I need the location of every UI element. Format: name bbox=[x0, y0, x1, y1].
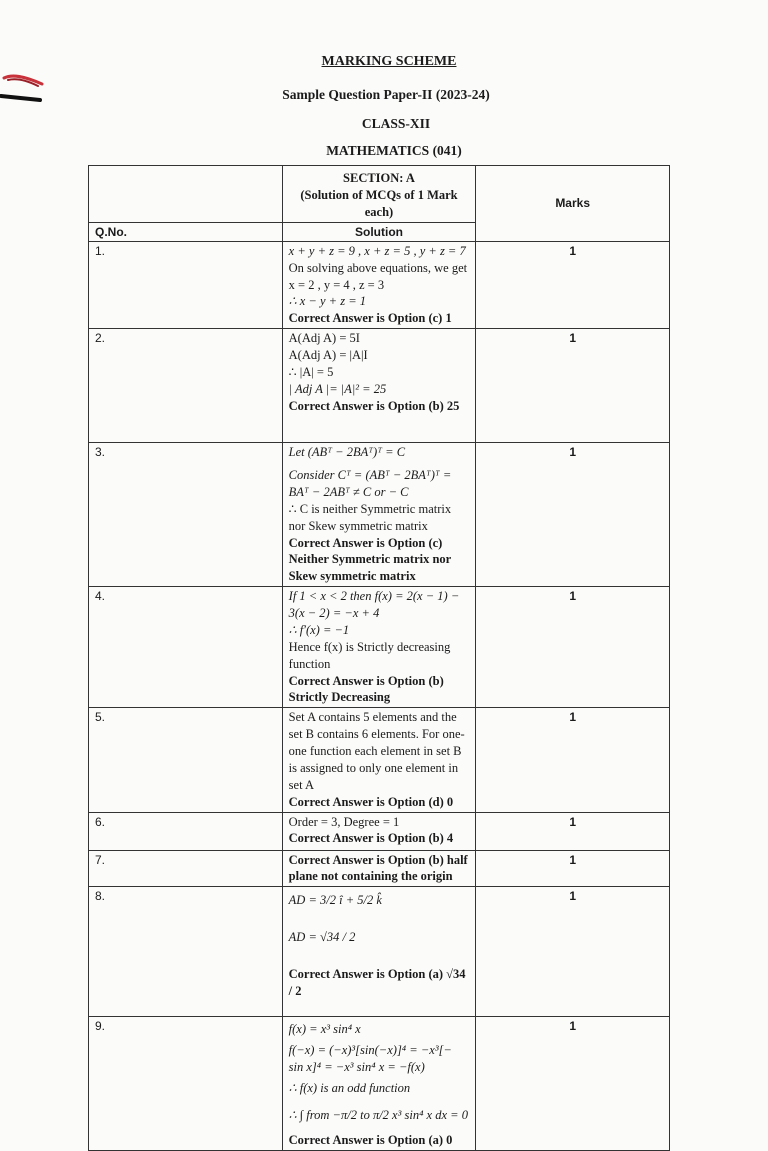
answer-2: Correct Answer is Option (b) 25 bbox=[288, 398, 460, 413]
subject-title: MATHEMATICS (041) bbox=[326, 143, 462, 158]
qno-5: 5. bbox=[89, 708, 283, 812]
solution-8: AD = 3/2 î + 5/2 k̂ AD = √34 / 2 Correct Answer is Option (a) √34 / 2 bbox=[282, 887, 476, 1017]
qno-8: 8. bbox=[89, 887, 283, 1017]
answer-3: Correct Answer is Option (c) Neither Symmetric matrix nor Skew symmetric matrix bbox=[288, 535, 451, 584]
marking-table bbox=[88, 165, 670, 1151]
question-row-6 bbox=[89, 812, 670, 850]
qno-7: 7. bbox=[89, 850, 283, 887]
section-heading: SECTION: A (Solution of MCQs of 1 Mark each) bbox=[282, 166, 476, 223]
qno-3: 3. bbox=[89, 443, 283, 587]
section-header-row bbox=[89, 166, 670, 223]
solution-4: If 1 < x < 2 then f(x) = 2(x − 1) − 3(x − 2) = −x + 4 ∴ f′(x) = −1 Hence f(x) is Strictly decreasing function Correct Answer is Option (b) Strictly Decreasing bbox=[282, 587, 476, 708]
question-row-4 bbox=[89, 587, 670, 708]
solution-2: A(Adj A) = 5I A(Adj A) = |A|I ∴ |A| = 5 | Adj A |= |A|² = 25 Correct Answer is Option (b) 25 bbox=[282, 329, 476, 443]
solution-6: Order = 3, Degree = 1 Correct Answer is Option (b) 4 bbox=[282, 812, 476, 850]
marks-4: 1 bbox=[476, 587, 670, 708]
class-title: CLASS-XII bbox=[361, 116, 431, 131]
answer-8: Correct Answer is Option (a) √34 / 2 bbox=[288, 967, 466, 998]
qno-6: 6. bbox=[89, 812, 283, 850]
answer-5: Correct Answer is Option (d) 0 bbox=[288, 794, 454, 809]
marks-6: 1 bbox=[476, 812, 670, 850]
marks-3: 1 bbox=[476, 443, 670, 587]
paper-title: Sample Question Paper-II (2023-24) bbox=[282, 87, 490, 102]
question-row-9 bbox=[89, 1017, 670, 1150]
qno-2: 2. bbox=[89, 329, 283, 443]
question-row-5 bbox=[89, 708, 670, 812]
answer-6: Correct Answer is Option (b) 4 bbox=[288, 831, 454, 846]
qno-header: Q.No. bbox=[89, 222, 283, 241]
qno-1: 1. bbox=[89, 241, 283, 328]
marks-8: 1 bbox=[476, 887, 670, 1017]
answer-1: Correct Answer is Option (c) 1 bbox=[288, 311, 452, 326]
question-row-8 bbox=[89, 887, 670, 1017]
solution-9: f(x) = x³ sin⁴ x f(−x) = (−x)³[sin(−x)]⁴ = −x³[− sin x]⁴ = −x³ sin⁴ x = −f(x) ∴ f(x) is an odd function ∴ ∫ from −π/2 to π/2 x³ sin⁴ x dx = 0 Correct Answer is Option (a) 0 bbox=[282, 1017, 476, 1150]
solution-5: Set A contains 5 elements and the set B contains 6 elements. For one-one function each element in set B is assigned to only one element in set A Correct Answer is Option (d) 0 bbox=[282, 708, 476, 812]
question-row-7 bbox=[89, 850, 670, 887]
answer-4: Correct Answer is Option (b) Strictly Decreasing bbox=[288, 673, 444, 705]
marks-header: Marks bbox=[476, 166, 670, 242]
question-row-3 bbox=[89, 443, 670, 587]
marks-7: 1 bbox=[476, 850, 670, 887]
page-title: MARKING SCHEME bbox=[321, 54, 457, 69]
marks-5: 1 bbox=[476, 708, 670, 812]
solution-3: Let (ABᵀ − 2BAᵀ)ᵀ = C Consider Cᵀ = (ABᵀ − 2BAᵀ)ᵀ = BAᵀ − 2ABᵀ ≠ C or − C ∴ C is neither Symmetric matrix nor Skew symmetric matrix Correct Answer is Option (c) Neither Symmetric matrix nor Skew symmetric matrix bbox=[282, 443, 476, 587]
answer-7: Correct Answer is Option (b) half plane not containing the origin bbox=[288, 852, 468, 884]
marks-1: 1 bbox=[476, 241, 670, 328]
qno-4: 4. bbox=[89, 587, 283, 708]
question-row-1 bbox=[89, 241, 670, 328]
solution-header: Solution bbox=[282, 222, 476, 241]
answer-9: Correct Answer is Option (a) 0 bbox=[288, 1132, 453, 1147]
marks-9: 1 bbox=[476, 1017, 670, 1150]
question-row-2 bbox=[89, 329, 670, 443]
solution-7 bbox=[282, 850, 476, 887]
solution-1: x + y + z = 9 , x + z = 5 , y + z = 7 On solving above equations, we get x = 2 , y = 4 , z = 3 ∴ x − y + z = 1 Correct Answer is Option (c) 1 bbox=[282, 241, 476, 328]
qno-9: 9. bbox=[89, 1017, 283, 1150]
marks-2: 1 bbox=[476, 329, 670, 443]
